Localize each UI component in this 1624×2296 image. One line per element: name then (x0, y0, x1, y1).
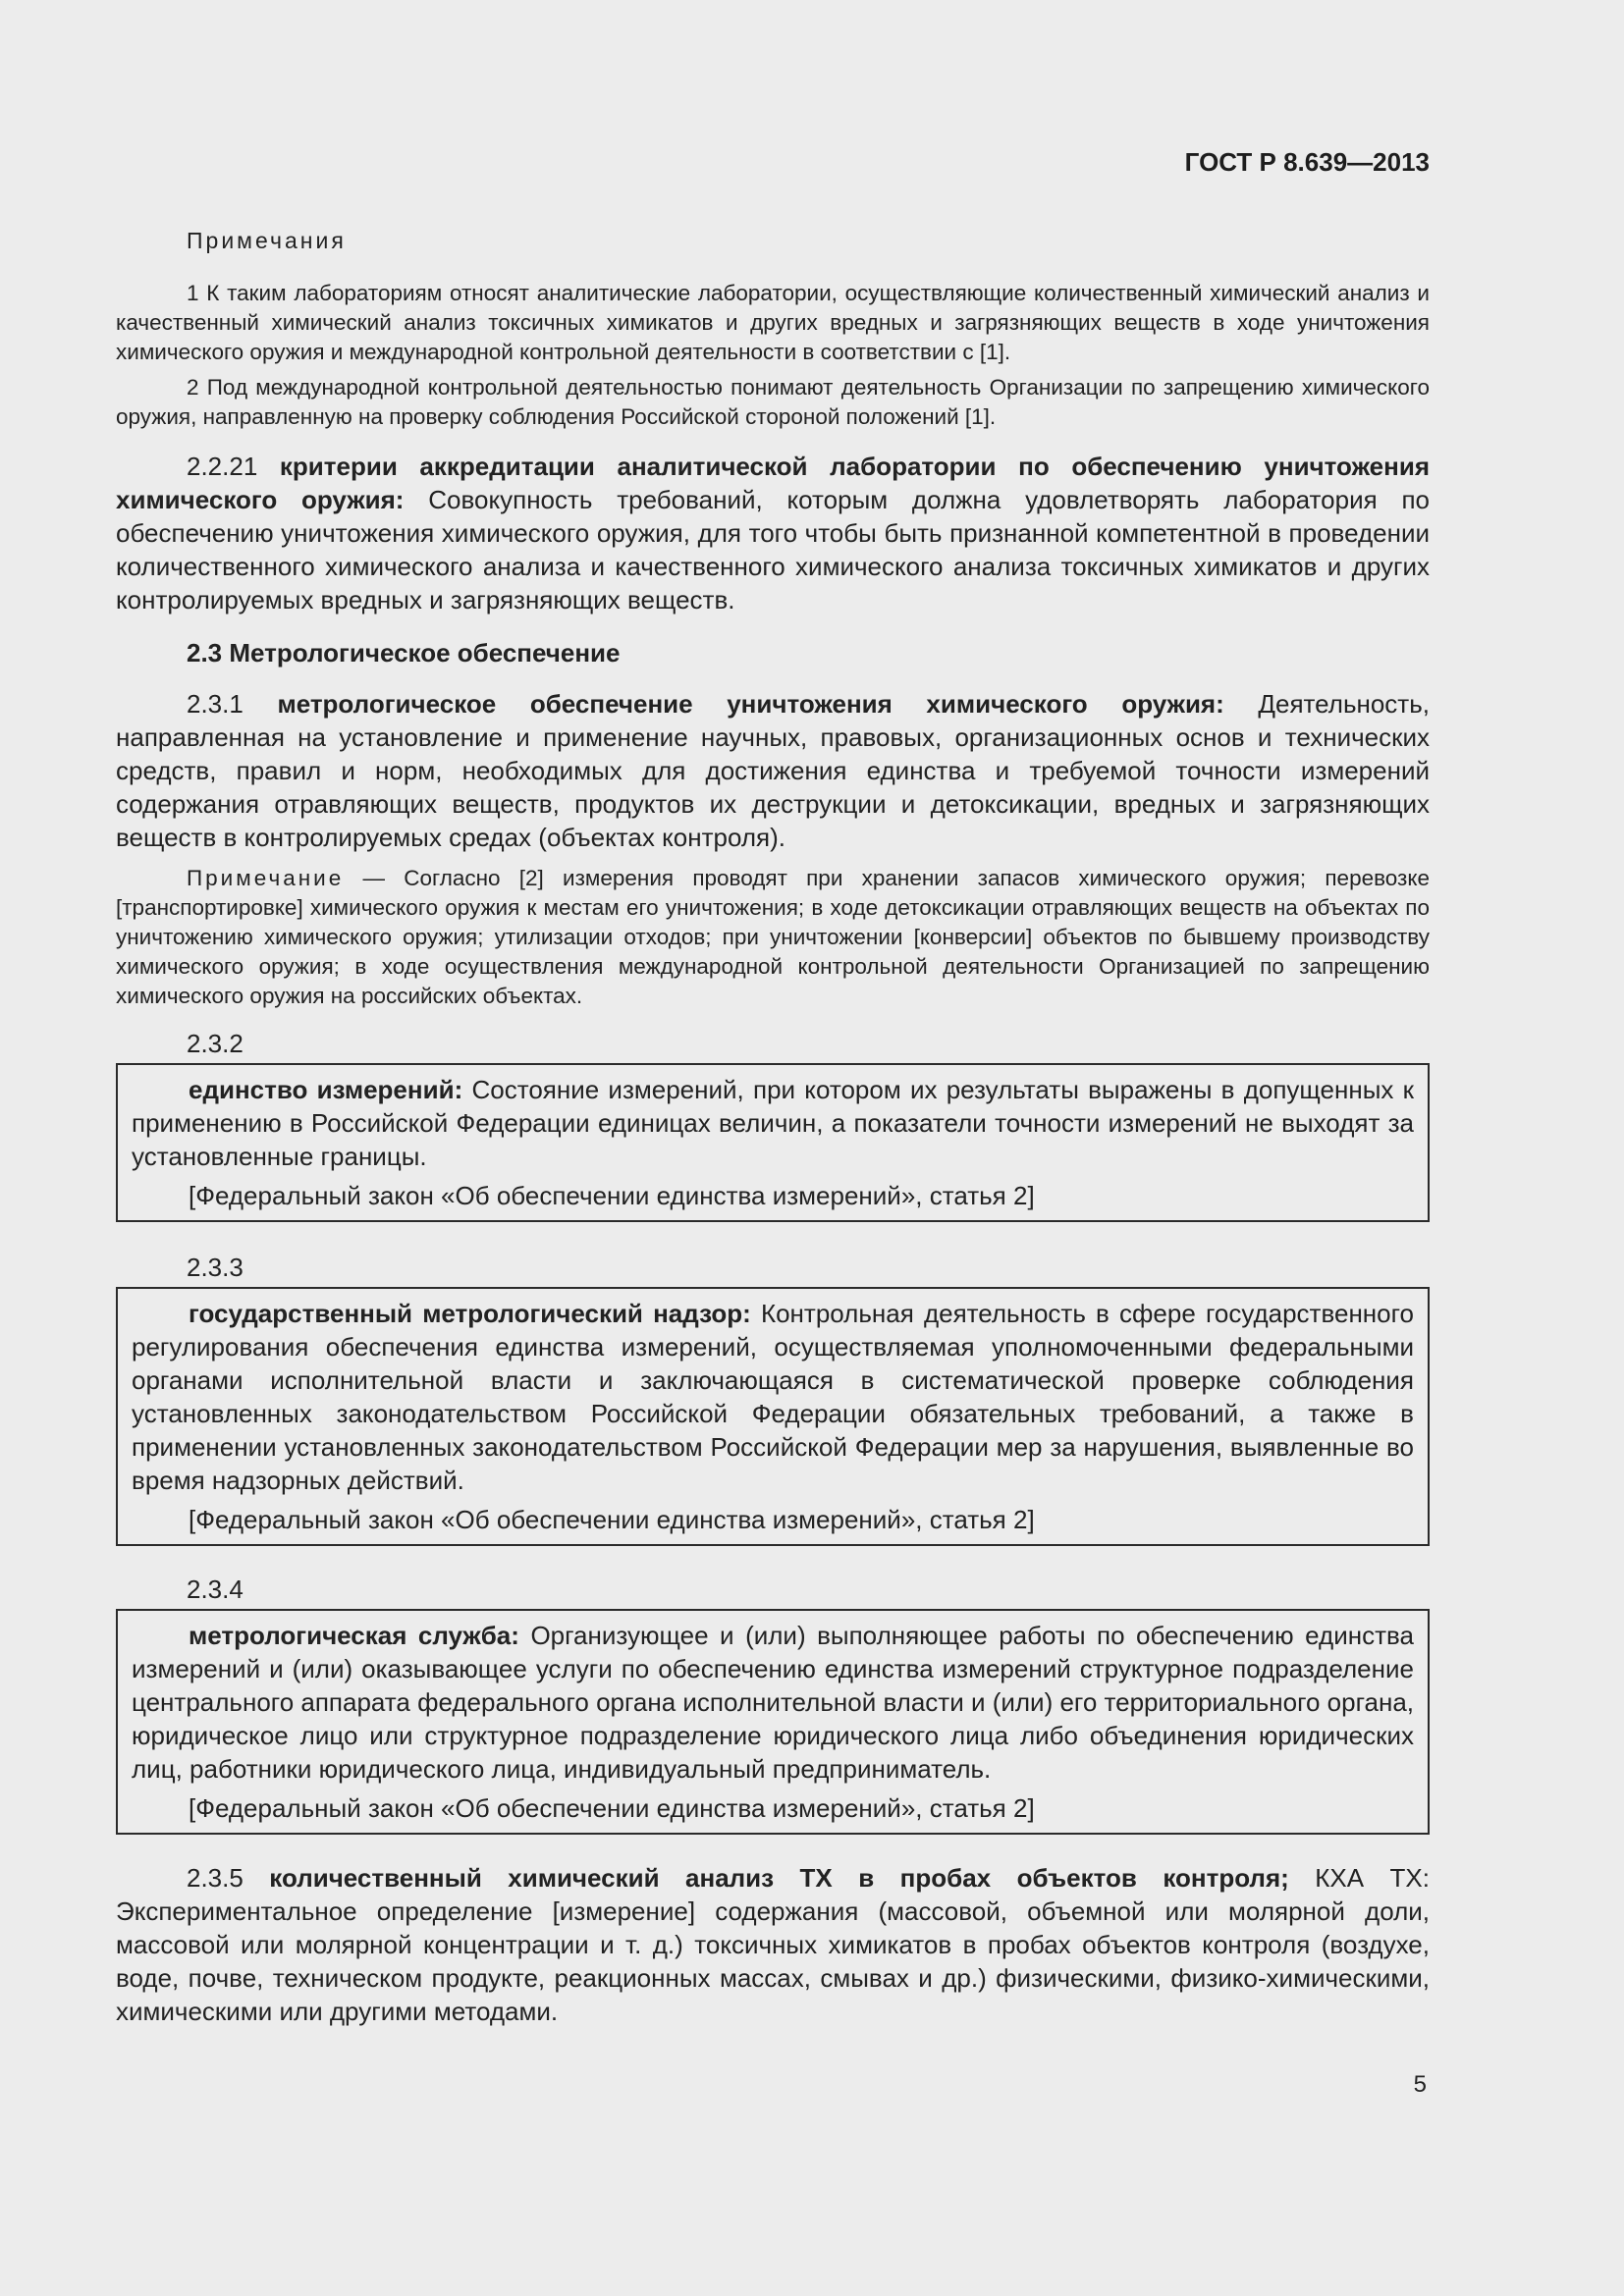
term-2-2-21 (116, 450, 1430, 616)
term-definition: КХА ТХ: Экспериментальное определение [измерение] содержания (массовой, объемной или молярной доли, массовой или молярной концентрации и т. д.) токсичных химикатов в пробах объектов контроля (воздухе, воде, почве, техническом продукте, реакционных массах, смывах и др.) физическими, физико-химическими, химическими или другими методами. (116, 1863, 1430, 2026)
page-number: 5 (1413, 2071, 1427, 2098)
term-source: [Федеральный закон «Об обеспечении единства измерений», статья 2] (189, 1505, 1035, 1534)
term-source: [Федеральный закон «Об обеспечении единства измерений», статья 2] (189, 1181, 1035, 1210)
term-2-3-5 (116, 1861, 1430, 2028)
term-name: единство измерений: (189, 1075, 463, 1104)
note-label: Примечание (187, 866, 345, 890)
standard-id: ГОСТ Р 8.639—2013 (1184, 147, 1430, 177)
term-body (132, 1073, 1414, 1173)
term-definition: Контрольная деятельность в сфере государственного регулирования обеспечения единства измерений, осуществляемая уполномоченными федеральными органами исполнительной власти и заключающаяся в систематической проверке соблюдения установленных законодательством Российской Федерации обязательных требований, а также в применении установленных законодательством Российской Федерации мер за нарушения, выявленные во время надзорных действий. (132, 1299, 1414, 1495)
term-definition: Состояние измерений, при котором их результаты выражены в допущенных к применению в Российской Федерации единицах величин, а показатели точности измерений не выходят за установленные границы. (132, 1075, 1414, 1171)
term-name: количественный химический анализ ТХ в пробах объектов контроля; (269, 1863, 1289, 1893)
term-number: 2.3.1 (187, 689, 244, 719)
term-name: государственный метрологический надзор: (189, 1299, 751, 1328)
term-source: [Федеральный закон «Об обеспечении единства измерений», статья 2] (189, 1793, 1035, 1823)
term-number-2-3-2: 2.3.2 (187, 1029, 244, 1058)
term-definition: Совокупность требований, которым должна удовлетворять лаборатория по обеспечению уничтожения химического оружия, для того чтобы быть признанной компетентной в проведении количественного химического анализа и качественного химического анализа токсичных химикатов и других контролируемых вредных и загрязняющих веществ. (116, 485, 1430, 614)
notes-title: Примечания (187, 228, 347, 253)
term-definition: Организующее и (или) выполняющее работы по обеспечению единства измерений и (или) оказывающее услуги по обеспечению единства измерений структурное подразделение центрального аппарата федерального органа исполнительной власти и (или) его территориального органа, юридическое лицо или структурное подразделение юридического лица либо объединения юридических лиц, работники юридического лица, индивидуальный предприниматель. (132, 1621, 1415, 1784)
section-heading-2-3: 2.3 Метрологическое обеспечение (187, 638, 621, 667)
term-number-2-3-3: 2.3.3 (187, 1253, 244, 1282)
term-box-2-3-4 (116, 1609, 1430, 1835)
term-body (132, 1297, 1414, 1497)
note-2: 2 Под международной контрольной деятельностью понимают деятельность Организации по запрещению химического оружия, направленную на проверку соблюдения Российской стороной положений [1]. (116, 375, 1430, 429)
note-2-3-1 (116, 864, 1430, 1011)
term-name: метрологическое обеспечение уничтожения химического оружия: (277, 689, 1224, 719)
term-2-3-1 (116, 687, 1430, 854)
term-box-2-3-2 (116, 1063, 1430, 1222)
term-number: 2.3.5 (187, 1863, 244, 1893)
term-name: метрологическая служба: (189, 1621, 519, 1650)
term-number: 2.2.21 (187, 452, 258, 481)
note-1: 1 К таким лабораториям относят аналитические лаборатории, осуществляющие количественный химический анализ и качественный химический анализ токсичных химикатов и других вредных и загрязняющих веществ в ходе уничтожения химического оружия и международной контрольной деятельности в соответствии с [1]. (116, 281, 1430, 364)
document-page (116, 0, 1430, 2296)
term-box-2-3-3 (116, 1287, 1430, 1546)
term-body (132, 1619, 1414, 1786)
term-definition: Деятельность, направленная на установление и применение научных, правовых, организационных основ и технических средств, правил и норм, необходимых для достижения единства и требуемой точности измерений содержания отравляющих веществ, продуктов их деструкции и детоксикации, вредных и загрязняющих веществ в контролируемых средах (объектах контроля). (116, 689, 1430, 852)
term-number-2-3-4: 2.3.4 (187, 1575, 244, 1604)
note-text: — Согласно [2] измерения проводят при хранении запасов химического оружия; перевозке [транспортировке] химического оружия к местам его уничтожения; в ходе детоксикации отравляющих веществ на объектах по уничтожению химического оружия; утилизации отходов; при уничтожении [конверсии] объектов по бывшему производству химического оружия; в ходе осуществления международной контрольной деятельности Организацией по запрещению химического оружия на российских объектах. (116, 866, 1430, 1008)
term-name: критерии аккредитации аналитической лаборатории по обеспечению уничтожения химического оружия: (116, 452, 1430, 514)
